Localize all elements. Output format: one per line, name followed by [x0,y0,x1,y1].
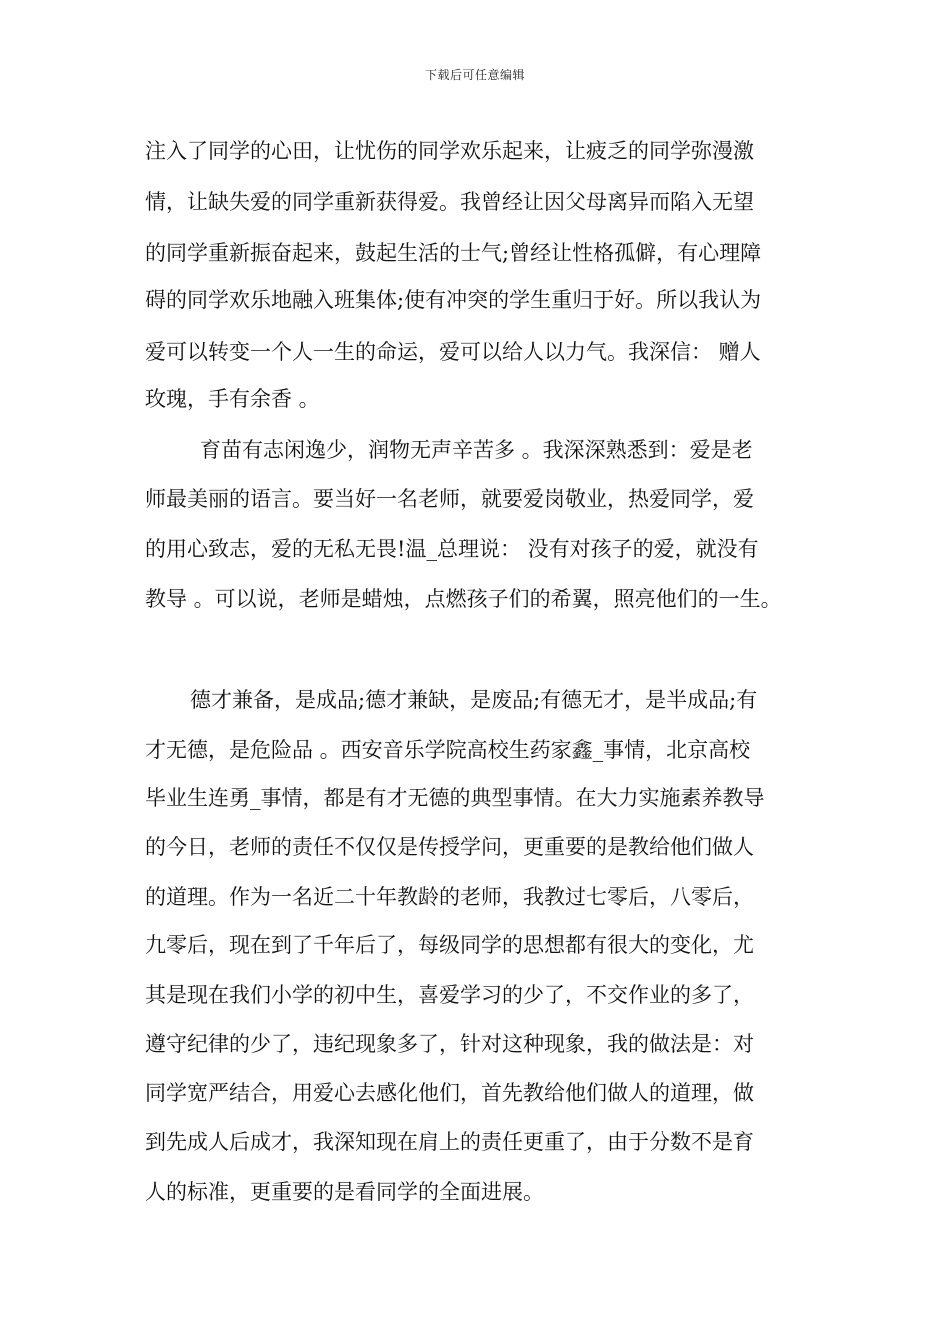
paragraph-2-line-2: 师最美丽的语言。要当好一名老师，就要爱岗敬业，热爱同学，爱 [145,487,754,511]
paragraph-2-line-3: 的用心致志，爱的无私无畏!温_总理说： 没有对孩子的爱，就没有 [145,537,759,561]
paragraph-3-line-2: 才无德，是危险品 。西安音乐学院高校生药家鑫_事情，北京高校 [145,738,751,762]
paragraph-3-line-11: 人的标准，更重要的是看同学的全面进展。 [145,1180,544,1204]
page-header: 下载后可任意编辑 [424,68,525,82]
paragraph-1-line-1: 注入了同学的心田，让忧伤的同学欢乐起来，让疲乏的同学弥漫激 [145,139,754,163]
paragraph-1-line-4: 碍的同学欢乐地融入班集体;使有冲突的学生重归于好。所以我认为 [145,288,762,312]
paragraph-3-line-9: 同学宽严结合，用爱心去感化他们，首先教给他们做人的道理，做 [145,1081,754,1105]
paragraph-2-line-4: 教导 。可以说，老师是蜡烛，点燃孩子们的希翼，照亮他们的一生。 [145,587,782,611]
paragraph-1-line-6: 玫瑰，手有余香 。 [145,387,320,411]
paragraph-2-line-1: 育苗有志闲逸少，润物无声辛苦多 。我深深熟悉到：爱是老 [200,438,753,462]
paragraph-3-line-10: 到先成人后成才，我深知现在肩上的责任更重了，由于分数不是育 [145,1130,754,1154]
paragraph-3-line-8: 遵守纪律的少了，违纪现象多了，针对这种现象，我的做法是：对 [145,1032,754,1056]
paragraph-1-line-2: 情，让缺失爱的同学重新获得爱。我曾经让因父母离异而陷入无望 [145,190,754,214]
paragraph-3-line-7: 其是现在我们小学的初中生，喜爱学习的少了，不交作业的多了， [145,983,754,1007]
paragraph-3-line-4: 的今日，老师的责任不仅仅是传授学问，更重要的是教给他们做人 [145,835,754,859]
paragraph-3-line-5: 的道理。作为一名近二十年教龄的老师，我教过七零后，八零后， [145,885,754,909]
paragraph-3-line-6: 九零后，现在到了千年后了，每级同学的思想都有很大的变化，尤 [145,933,754,957]
paragraph-1-line-5: 爱可以转变一个人一生的命运，爱可以给人以力气。我深信： 赠人 [145,340,761,364]
paragraph-3-line-3: 毕业生连勇_事情，都是有才无德的典型事情。在大力实施素养教导 [145,786,765,810]
paragraph-1-line-3: 的同学重新振奋起来，鼓起生活的士气;曾经让性格孤僻，有心理障 [145,241,762,265]
paragraph-3-line-1: 德才兼备，是成品;德才兼缺，是废品;有德无才，是半成品;有 [190,688,758,712]
